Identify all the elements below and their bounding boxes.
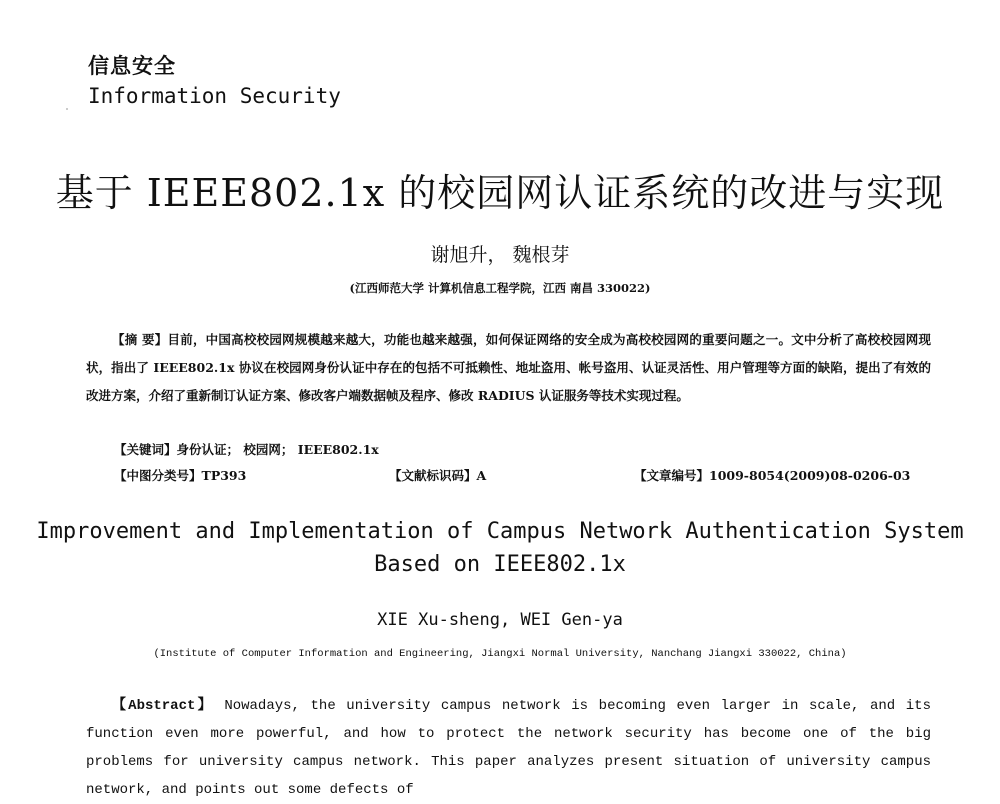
paper-title-en-line2: Based on IEEE802.1x bbox=[374, 552, 626, 577]
paper-title-en bbox=[0, 515, 1000, 581]
section-header-en: Information Security bbox=[88, 84, 341, 108]
article-number bbox=[634, 466, 910, 484]
keywords-label: 【关键词】 bbox=[114, 442, 177, 457]
abstract-cn-label: 【摘 要】 bbox=[112, 332, 168, 347]
abstract-cn bbox=[86, 326, 931, 410]
scan-speck bbox=[65, 96, 69, 100]
authors-cn: 谢旭升， 魏根芽 bbox=[430, 244, 570, 266]
document-code-value: A bbox=[476, 468, 487, 483]
abstract-en-text: Nowadays, the university campus network is becoming even larger in scale, and its function even more powerful, and how to protect the network security has become one of the big problems for university campus network. This paper analyzes present situation of university campus network, and points out some defects of bbox=[86, 698, 931, 798]
section-header-cn: 信息安全 bbox=[88, 53, 176, 78]
clc-label: 【中图分类号】 bbox=[114, 468, 202, 483]
article-number-value: 1009-8054(2009)08-0206-03 bbox=[709, 468, 911, 483]
keywords bbox=[114, 440, 379, 458]
abstract-en-label: 【Abstract】 bbox=[112, 698, 214, 714]
document-code bbox=[389, 466, 486, 484]
affiliation-cn: (江西师范大学 计算机信息工程学院，江西 南昌 330022) bbox=[349, 281, 651, 295]
document-code-label: 【文献标识码】 bbox=[389, 468, 477, 483]
paper-title-en-line1: Improvement and Implementation of Campus Network Authentication System bbox=[36, 519, 964, 544]
paper-title-cn: 基于 IEEE802.1x 的校园网认证系统的改进与实现 bbox=[55, 171, 945, 215]
authors-en: XIE Xu-sheng, WEI Gen-ya bbox=[377, 610, 623, 630]
keywords-text: 身份认证； 校园网； IEEE802.1x bbox=[176, 442, 379, 457]
affiliation-en: (Institute of Computer Information and Engineering, Jiangxi Normal University, Nanchang Jiangxi 330022, China) bbox=[153, 648, 847, 660]
article-number-label: 【文章编号】 bbox=[634, 468, 710, 483]
clc-value: TP393 bbox=[201, 468, 247, 483]
abstract-en bbox=[86, 692, 931, 804]
clc-number bbox=[114, 466, 246, 484]
abstract-cn-text: 目前，中国高校校园网规模越来越大，功能也越来越强，如何保证网络的安全成为高校校园网的重要问题之一。文中分析了高校校园网现状，指出了 IEEE802.1x 协议在校园网身份认证中存在的包括不可抵赖性、地址盗用、帐号盗用、认证灵活性、用户管理等方面的缺陷，提出了有效的改进方案，介绍了重新制订认证方案、修改客户端数据帧及程序、修改 RADIUS 认证服务等技术实现过程。 bbox=[86, 332, 931, 403]
